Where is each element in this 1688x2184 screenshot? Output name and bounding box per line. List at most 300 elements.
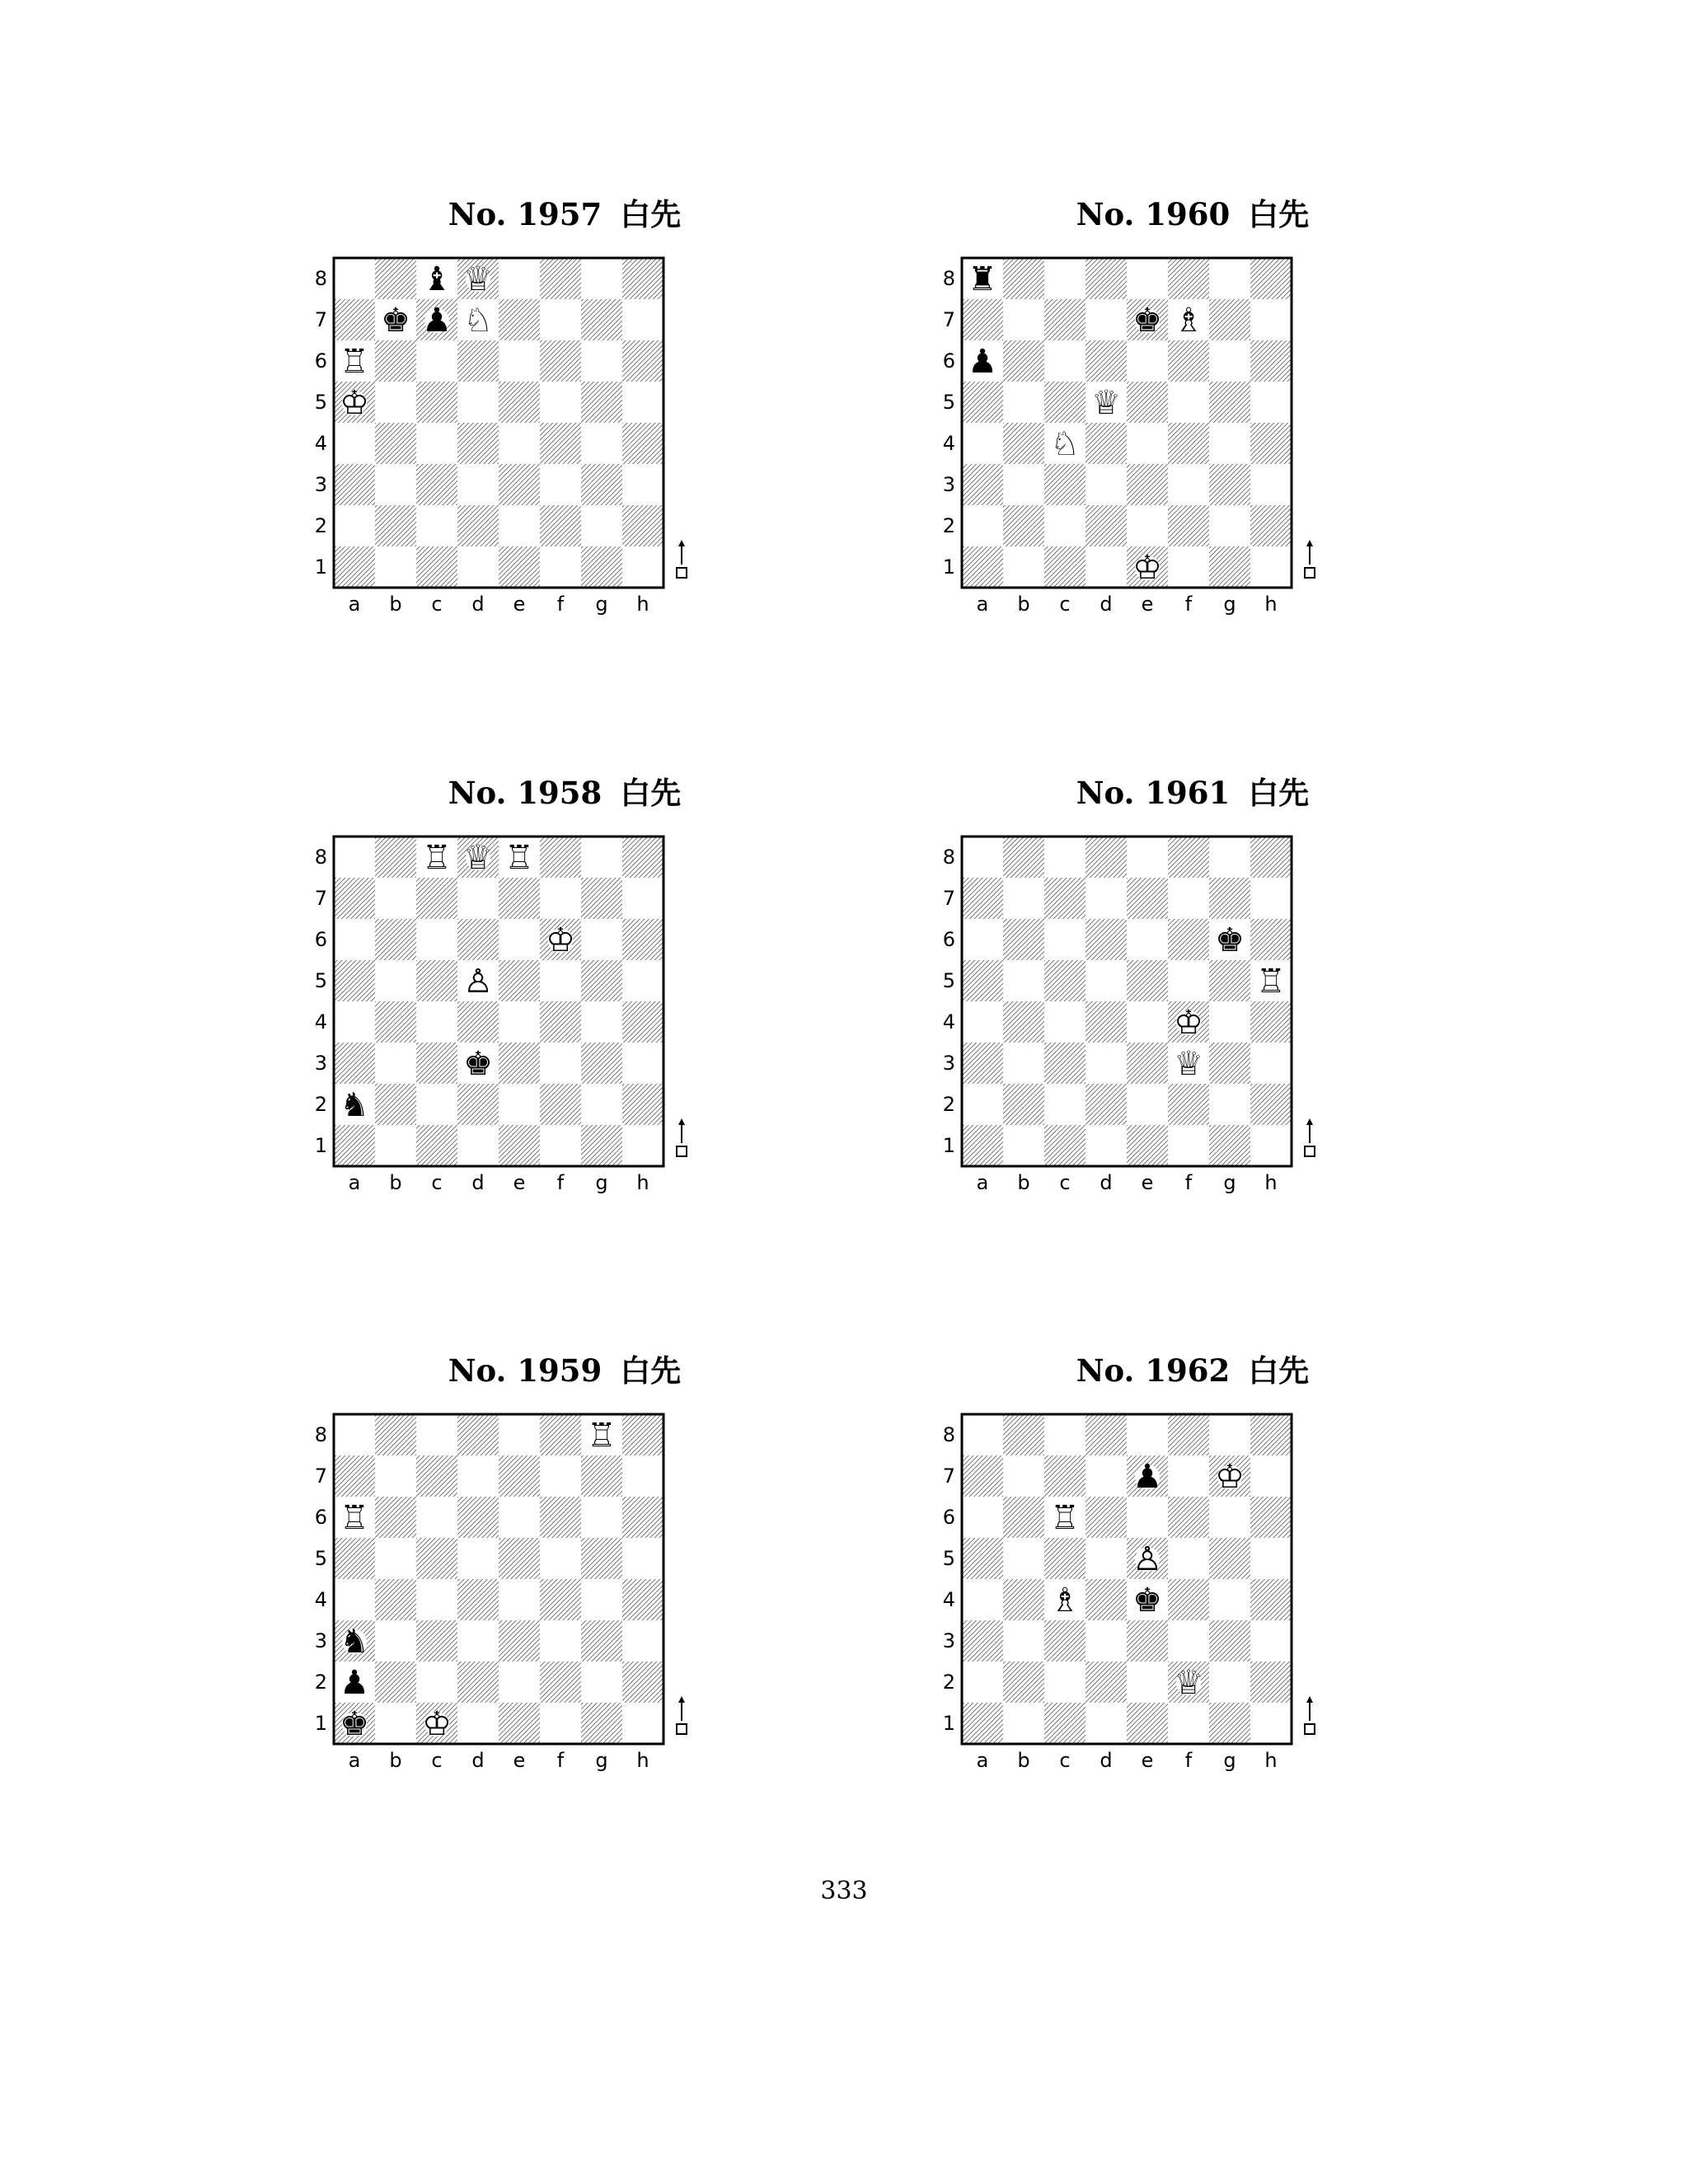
square-g8	[1209, 1414, 1250, 1455]
file-label: c	[431, 1749, 443, 1772]
white-queen-icon	[1174, 1045, 1203, 1083]
square-e2	[1127, 1661, 1168, 1703]
square-c4	[416, 423, 457, 464]
square-b5	[1003, 1538, 1044, 1579]
square-h3	[622, 1043, 663, 1084]
rank-label: 4	[942, 432, 955, 455]
square-b8	[1003, 837, 1044, 878]
rank-label: 8	[942, 1423, 955, 1446]
square-f8	[540, 258, 581, 299]
svg-text:♚: ♚	[1215, 921, 1245, 959]
file-label: d	[471, 593, 485, 616]
square-h2	[1250, 505, 1292, 546]
square-e7	[499, 1455, 540, 1497]
diagram-1961	[942, 775, 1440, 1236]
rank-label: 8	[314, 1423, 327, 1446]
square-e8	[1127, 258, 1168, 299]
diagram-caption: 白先	[1248, 197, 1310, 232]
rank-label: 7	[314, 887, 327, 910]
rank-label: 2	[942, 1671, 955, 1694]
square-c2	[1044, 1084, 1085, 1125]
square-c2	[1044, 1661, 1085, 1703]
black-pawn-icon	[968, 343, 997, 381]
square-a2	[334, 505, 375, 546]
rank-label: 4	[314, 1010, 327, 1033]
diagram-number: No. 1957	[448, 196, 603, 232]
rank-label: 8	[314, 846, 327, 869]
diagram-caption: 白先	[620, 1353, 682, 1389]
white-rook-icon	[1050, 1499, 1080, 1537]
square-f6	[540, 340, 581, 382]
file-label: f	[556, 1749, 565, 1772]
square-b1	[375, 546, 416, 588]
square-e7	[1127, 878, 1168, 919]
svg-text:♚: ♚	[463, 1045, 493, 1083]
square-h1	[622, 1703, 663, 1744]
square-c5	[416, 1538, 457, 1579]
square-f4	[540, 1579, 581, 1620]
file-label: b	[1017, 1171, 1030, 1194]
square-b6	[1003, 340, 1044, 382]
file-label: g	[1223, 1749, 1236, 1772]
square-h4	[1250, 1001, 1292, 1043]
square-b6	[375, 1497, 416, 1538]
square-d2	[457, 505, 499, 546]
square-c2	[416, 1084, 457, 1125]
square-e4	[499, 423, 540, 464]
file-label: h	[1264, 1749, 1278, 1772]
square-e3	[499, 1620, 540, 1661]
square-a2	[962, 1084, 1003, 1125]
square-h2	[1250, 1084, 1292, 1125]
square-a7	[962, 1455, 1003, 1497]
square-c7	[1044, 299, 1085, 340]
file-label: g	[595, 1749, 608, 1772]
square-a4	[334, 1001, 375, 1043]
square-b5	[375, 960, 416, 1001]
file-label: e	[513, 1171, 526, 1194]
square-a7	[334, 1455, 375, 1497]
square-f8	[540, 1414, 581, 1455]
svg-text:♞: ♞	[340, 1086, 369, 1124]
square-g4	[1209, 1001, 1250, 1043]
square-b7	[1003, 878, 1044, 919]
square-e4	[499, 1579, 540, 1620]
square-b2	[375, 505, 416, 546]
square-f7	[540, 299, 581, 340]
square-c3	[1044, 1620, 1085, 1661]
square-g3	[1209, 1043, 1250, 1084]
square-e8	[499, 258, 540, 299]
file-label: c	[431, 1171, 443, 1194]
square-h7	[622, 878, 663, 919]
rank-label: 6	[942, 1506, 955, 1529]
black-pawn-icon	[422, 302, 452, 340]
square-f3	[540, 1620, 581, 1661]
svg-text:♙: ♙	[463, 963, 493, 1001]
svg-text:♔: ♔	[340, 384, 369, 422]
square-e6	[499, 340, 540, 382]
rank-label: 5	[942, 969, 955, 992]
square-c3	[1044, 1043, 1085, 1084]
square-c1	[1044, 546, 1085, 588]
rank-label: 2	[942, 514, 955, 537]
square-c1	[416, 1125, 457, 1166]
square-c5	[1044, 382, 1085, 423]
square-f2	[1168, 1084, 1209, 1125]
square-e2	[499, 1661, 540, 1703]
square-d6	[1085, 919, 1127, 960]
file-label: h	[636, 1171, 649, 1194]
black-bishop-icon	[422, 260, 452, 298]
rank-label: 2	[942, 1093, 955, 1116]
svg-text:♖: ♖	[340, 343, 369, 381]
square-b3	[1003, 1043, 1044, 1084]
square-b1	[1003, 1125, 1044, 1166]
diagram-number: No. 1962	[1076, 1352, 1231, 1389]
square-f8	[540, 837, 581, 878]
svg-text:♕: ♕	[1174, 1045, 1203, 1083]
square-e2	[499, 1084, 540, 1125]
square-g6	[1209, 1497, 1250, 1538]
square-d1	[457, 1703, 499, 1744]
square-h1	[1250, 1703, 1292, 1744]
svg-text:♟: ♟	[340, 1664, 369, 1702]
white-knight-icon	[1050, 425, 1080, 463]
square-h8	[622, 1414, 663, 1455]
white-rook-icon	[422, 839, 452, 877]
square-d3	[1085, 464, 1127, 505]
svg-text:♗: ♗	[1050, 1582, 1080, 1619]
rank-label: 6	[314, 928, 327, 951]
square-c4	[416, 1579, 457, 1620]
square-g2	[1209, 1084, 1250, 1125]
diagram-caption: 白先	[620, 197, 682, 232]
square-e5	[499, 1538, 540, 1579]
square-h4	[1250, 1579, 1292, 1620]
square-a3	[962, 1043, 1003, 1084]
square-d2	[1085, 1661, 1127, 1703]
diagram-1958	[314, 775, 812, 1236]
svg-text:♟: ♟	[422, 302, 452, 340]
rank-label: 7	[942, 1465, 955, 1488]
square-b4	[375, 1579, 416, 1620]
square-h2	[622, 505, 663, 546]
square-g4	[1209, 423, 1250, 464]
square-h5	[1250, 1538, 1292, 1579]
square-b4	[1003, 1001, 1044, 1043]
rank-label: 3	[942, 1629, 955, 1652]
rank-label: 4	[314, 1588, 327, 1611]
square-b4	[375, 423, 416, 464]
square-b4	[1003, 423, 1044, 464]
square-d5	[457, 1538, 499, 1579]
rank-label: 3	[314, 1629, 327, 1652]
square-b5	[375, 1538, 416, 1579]
square-d8	[1085, 1414, 1127, 1455]
square-a5	[962, 960, 1003, 1001]
square-g8	[1209, 837, 1250, 878]
square-g7	[1209, 299, 1250, 340]
file-label: c	[1059, 593, 1071, 616]
diagram-1962	[942, 1352, 1440, 1814]
square-d6	[457, 340, 499, 382]
square-e1	[1127, 1125, 1168, 1166]
white-to-move-icon	[1305, 540, 1315, 578]
square-b3	[375, 1043, 416, 1084]
square-b1	[1003, 1703, 1044, 1744]
svg-text:♚: ♚	[340, 1705, 369, 1743]
square-e1	[499, 1125, 540, 1166]
square-f5	[1168, 382, 1209, 423]
square-h8	[622, 837, 663, 878]
square-g5	[1209, 1538, 1250, 1579]
square-f1	[540, 1703, 581, 1744]
square-h4	[1250, 423, 1292, 464]
square-e6	[1127, 1497, 1168, 1538]
square-a8	[962, 837, 1003, 878]
square-f3	[540, 1043, 581, 1084]
file-label: e	[1141, 1749, 1154, 1772]
square-d3	[457, 464, 499, 505]
white-rook-icon	[340, 343, 369, 381]
square-b6	[1003, 919, 1044, 960]
square-g5	[581, 382, 622, 423]
square-g1	[581, 546, 622, 588]
square-h4	[622, 1579, 663, 1620]
file-label: f	[556, 1171, 565, 1194]
square-e7	[499, 878, 540, 919]
svg-text:♟: ♟	[1132, 1458, 1162, 1496]
square-h5	[1250, 382, 1292, 423]
square-b3	[375, 1620, 416, 1661]
white-queen-icon	[1174, 1664, 1203, 1702]
svg-text:♔: ♔	[1132, 549, 1162, 587]
file-label: h	[1264, 593, 1278, 616]
chess-board	[942, 1352, 1440, 1814]
file-label: f	[1184, 593, 1193, 616]
square-d1	[1085, 1703, 1127, 1744]
diagram-number: No. 1960	[1076, 196, 1231, 232]
square-e3	[1127, 464, 1168, 505]
square-d1	[457, 1125, 499, 1166]
square-c2	[416, 505, 457, 546]
square-b6	[375, 919, 416, 960]
svg-text:♖: ♖	[1050, 1499, 1080, 1537]
square-c7	[416, 1455, 457, 1497]
square-a7	[962, 299, 1003, 340]
rank-label: 1	[314, 1134, 327, 1157]
square-c5	[416, 382, 457, 423]
square-b5	[1003, 382, 1044, 423]
file-label: a	[976, 1171, 989, 1194]
file-label: d	[1100, 593, 1113, 616]
square-d7	[1085, 299, 1127, 340]
square-g7	[581, 1455, 622, 1497]
square-a4	[962, 1001, 1003, 1043]
rank-label: 8	[942, 846, 955, 869]
square-a5	[962, 382, 1003, 423]
square-c6	[1044, 340, 1085, 382]
file-label: b	[389, 593, 402, 616]
square-f6	[540, 1497, 581, 1538]
square-a8	[334, 258, 375, 299]
square-f1	[1168, 1125, 1209, 1166]
rank-label: 7	[942, 308, 955, 331]
square-c2	[416, 1661, 457, 1703]
file-label: c	[431, 593, 443, 616]
square-g3	[1209, 464, 1250, 505]
square-d2	[1085, 1084, 1127, 1125]
square-b7	[375, 1455, 416, 1497]
square-d4	[1085, 1001, 1127, 1043]
square-f4	[540, 423, 581, 464]
square-g4	[581, 1001, 622, 1043]
square-a8	[962, 1414, 1003, 1455]
black-king-icon	[1132, 1582, 1162, 1619]
square-h7	[1250, 1455, 1292, 1497]
square-e8	[1127, 1414, 1168, 1455]
square-b8	[375, 258, 416, 299]
square-a3	[334, 1043, 375, 1084]
square-b2	[1003, 505, 1044, 546]
svg-text:♖: ♖	[1256, 963, 1286, 1001]
square-g3	[581, 1620, 622, 1661]
square-b2	[375, 1661, 416, 1703]
square-a7	[334, 878, 375, 919]
square-g6	[581, 919, 622, 960]
square-f3	[1168, 464, 1209, 505]
square-e2	[1127, 1084, 1168, 1125]
square-e4	[499, 1001, 540, 1043]
square-c6	[416, 340, 457, 382]
file-label: a	[348, 1171, 361, 1194]
square-e3	[499, 464, 540, 505]
square-c7	[1044, 1455, 1085, 1497]
file-label: a	[976, 593, 989, 616]
square-h3	[1250, 1620, 1292, 1661]
square-c3	[416, 1620, 457, 1661]
square-a3	[334, 464, 375, 505]
square-e2	[499, 505, 540, 546]
svg-text:♕: ♕	[1174, 1664, 1203, 1702]
square-c7	[1044, 878, 1085, 919]
square-f4	[1168, 1579, 1209, 1620]
white-bishop-icon	[1050, 1582, 1080, 1619]
square-g4	[1209, 1579, 1250, 1620]
svg-text:♜: ♜	[968, 260, 997, 298]
square-c3	[1044, 464, 1085, 505]
square-a1	[962, 1125, 1003, 1166]
square-c3	[416, 464, 457, 505]
chess-board	[314, 196, 812, 658]
square-e5	[1127, 382, 1168, 423]
black-king-icon	[381, 302, 410, 340]
square-c2	[1044, 505, 1085, 546]
square-g1	[1209, 546, 1250, 588]
rank-label: 5	[942, 1547, 955, 1570]
square-f6	[1168, 1497, 1209, 1538]
square-g7	[1209, 878, 1250, 919]
square-d7	[457, 878, 499, 919]
square-b1	[375, 1703, 416, 1744]
square-e5	[499, 960, 540, 1001]
rank-label: 2	[314, 1671, 327, 1694]
square-d4	[1085, 1579, 1127, 1620]
square-d6	[1085, 340, 1127, 382]
black-knight-icon	[340, 1623, 369, 1661]
rank-label: 1	[942, 1134, 955, 1157]
rank-label: 7	[314, 1465, 327, 1488]
file-label: d	[1100, 1749, 1113, 1772]
square-h8	[1250, 258, 1292, 299]
diagram-1957	[314, 196, 812, 658]
square-a7	[334, 299, 375, 340]
square-d4	[457, 1579, 499, 1620]
square-e8	[1127, 837, 1168, 878]
square-g4	[581, 423, 622, 464]
square-g5	[1209, 960, 1250, 1001]
svg-text:♝: ♝	[422, 260, 452, 298]
square-h1	[1250, 546, 1292, 588]
svg-text:♕: ♕	[1091, 384, 1121, 422]
square-c7	[416, 878, 457, 919]
square-h4	[622, 1001, 663, 1043]
square-f1	[540, 1125, 581, 1166]
square-c1	[1044, 1125, 1085, 1166]
file-label: d	[471, 1171, 485, 1194]
square-a8	[334, 1414, 375, 1455]
square-d4	[457, 1001, 499, 1043]
file-label: c	[1059, 1749, 1071, 1772]
file-label: h	[1264, 1171, 1278, 1194]
white-knight-icon	[463, 302, 493, 340]
file-label: g	[595, 593, 608, 616]
white-rook-icon	[340, 1499, 369, 1537]
square-e2	[1127, 505, 1168, 546]
white-rook-icon	[1256, 963, 1286, 1001]
square-g3	[581, 464, 622, 505]
rank-label: 3	[314, 1052, 327, 1075]
svg-text:♖: ♖	[422, 839, 452, 877]
square-h4	[622, 423, 663, 464]
square-f7	[540, 878, 581, 919]
diagram-number: No. 1959	[448, 1352, 603, 1389]
rank-label: 7	[314, 308, 327, 331]
square-d8	[1085, 837, 1127, 878]
white-king-icon	[1174, 1004, 1203, 1042]
file-label: e	[513, 1749, 526, 1772]
square-g6	[581, 1497, 622, 1538]
square-e3	[1127, 1620, 1168, 1661]
square-h1	[622, 546, 663, 588]
file-label: b	[1017, 593, 1030, 616]
square-f3	[540, 464, 581, 505]
svg-text:♖: ♖	[587, 1417, 617, 1455]
black-king-icon	[463, 1045, 493, 1083]
chess-board	[314, 1352, 812, 1814]
square-c4	[416, 1001, 457, 1043]
chess-board	[942, 775, 1440, 1236]
square-h6	[622, 340, 663, 382]
square-g8	[581, 258, 622, 299]
square-e8	[499, 1414, 540, 1455]
square-b2	[1003, 1661, 1044, 1703]
svg-text:♚: ♚	[381, 302, 410, 340]
file-label: d	[1100, 1171, 1113, 1194]
square-g8	[1209, 258, 1250, 299]
square-c8	[1044, 258, 1085, 299]
